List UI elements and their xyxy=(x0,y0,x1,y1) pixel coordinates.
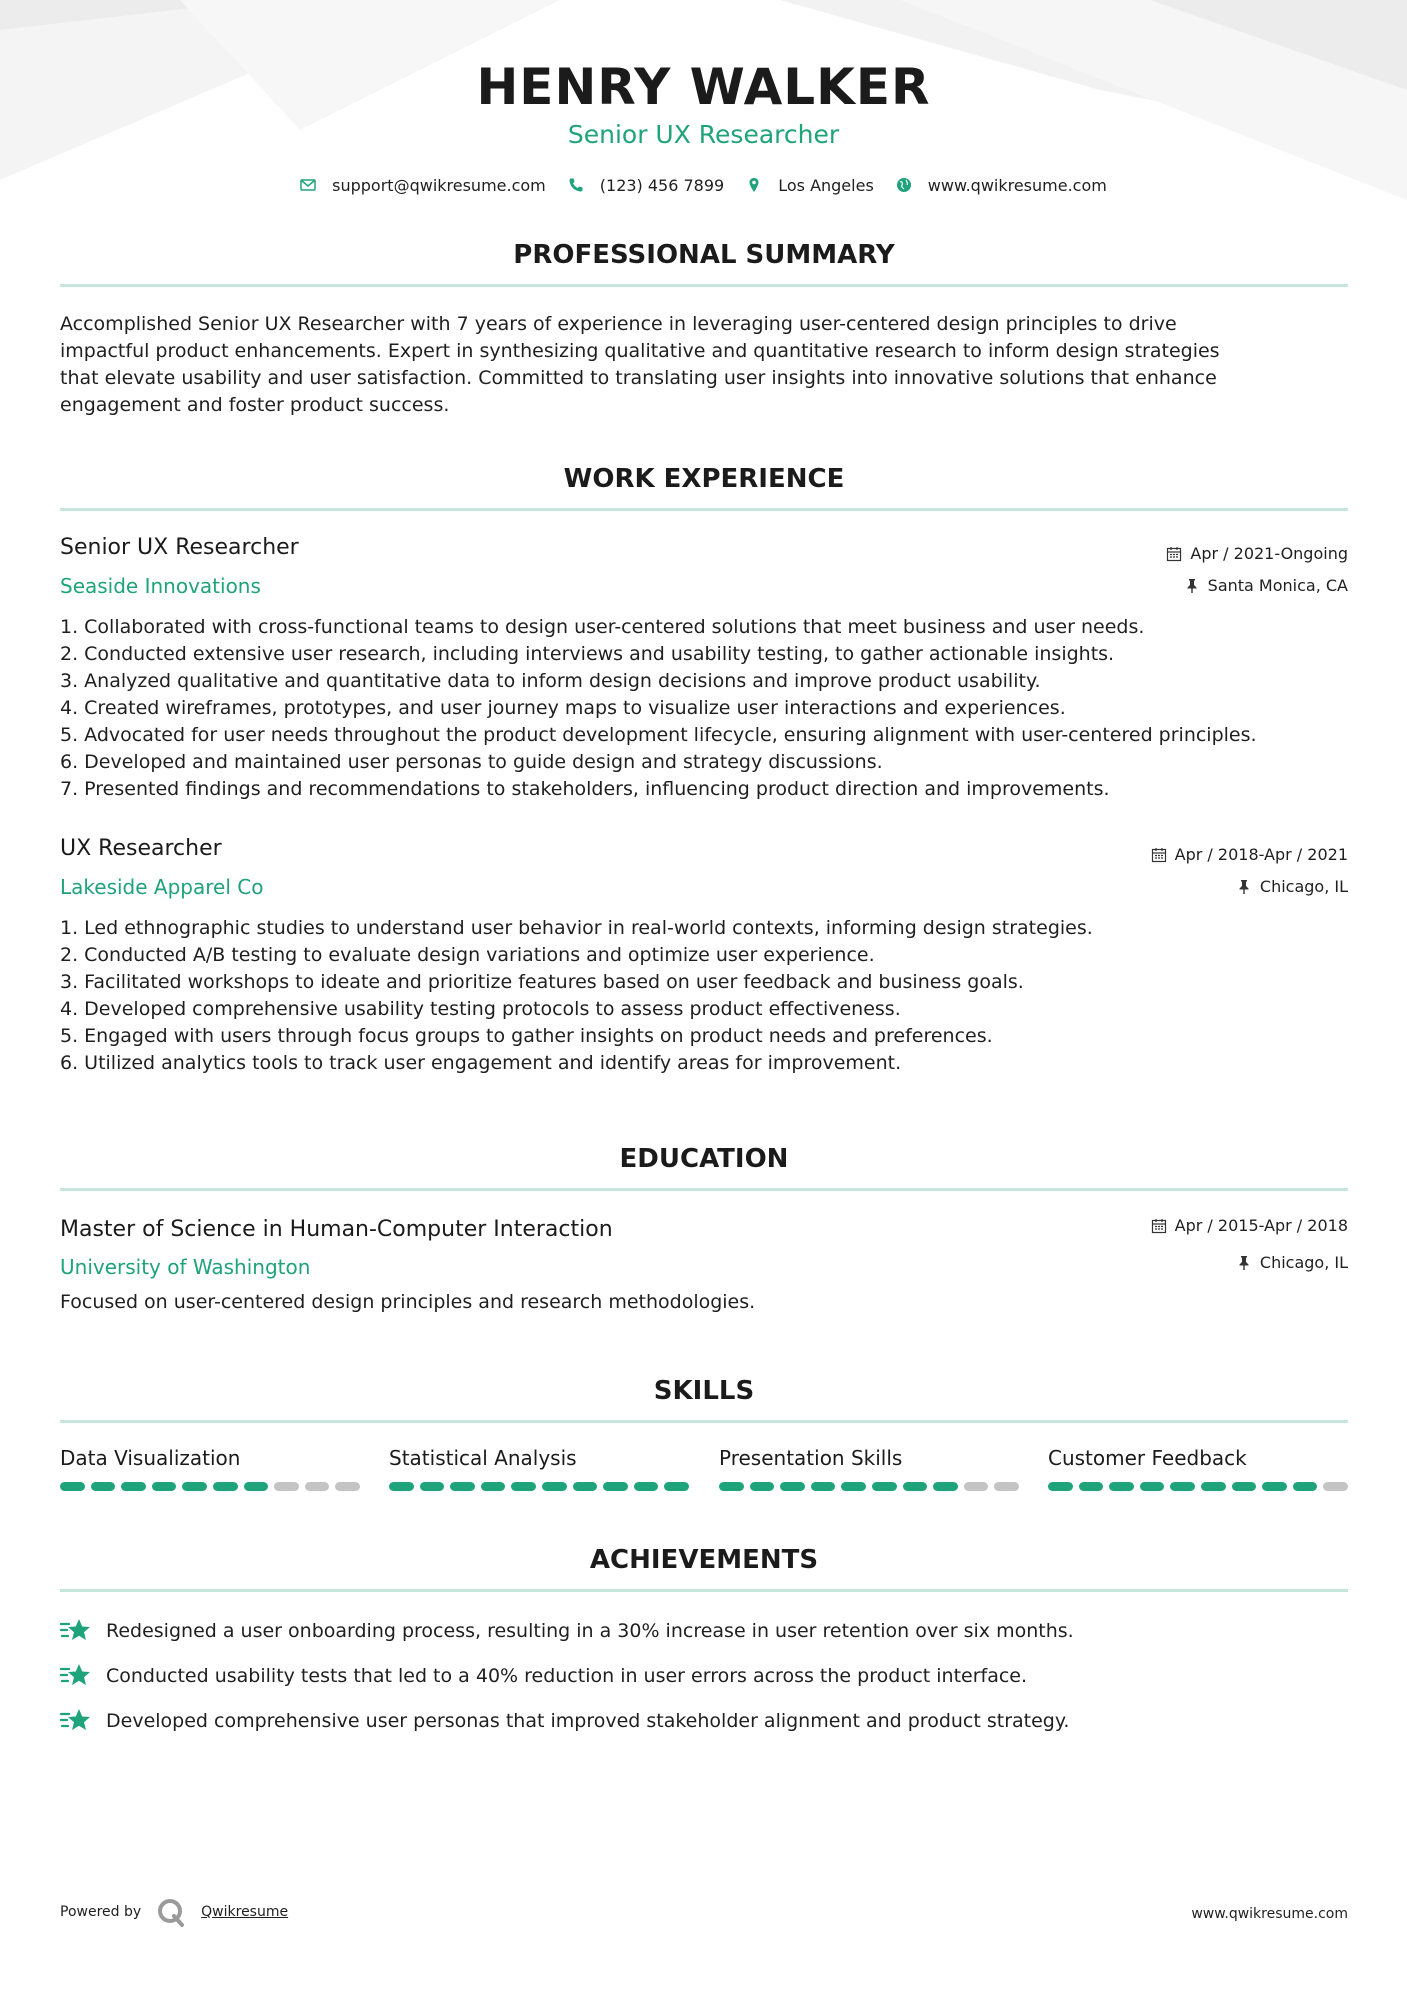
contact-email-text: support@qwikresume.com xyxy=(332,175,546,195)
summary-text xyxy=(60,311,1348,419)
summary-line: Accomplished Senior UX Researcher with 7 years of experience in leveraging user-centered design principles to drive xyxy=(60,313,1177,335)
section-title-experience: WORK EXPERIENCE xyxy=(563,464,845,494)
skill-segment-filled xyxy=(872,1482,897,1491)
section-divider xyxy=(60,1589,1348,1592)
skill-level-bar xyxy=(389,1482,689,1491)
section-title-education: EDUCATION xyxy=(619,1144,789,1174)
map-pin-icon xyxy=(746,177,762,193)
education-dates-text: Apr / 2015-Apr / 2018 xyxy=(1174,1216,1348,1235)
footer-powered-by xyxy=(60,1896,288,1928)
job-location-text: Santa Monica, CA xyxy=(1207,576,1348,595)
contact-website-text: www.qwikresume.com xyxy=(927,175,1107,195)
skill-segment-filled xyxy=(420,1482,445,1491)
qwikresume-link[interactable]: Qwikresume xyxy=(201,1904,289,1920)
education-dates xyxy=(1151,1216,1348,1235)
pushpin-icon xyxy=(1184,578,1200,594)
skill-segment-filled xyxy=(933,1482,958,1491)
skill-segment-filled xyxy=(1048,1482,1073,1491)
job-location xyxy=(1236,877,1348,896)
contact-website[interactable] xyxy=(896,176,1107,195)
footer-website[interactable]: www.qwikresume.com xyxy=(1191,1906,1348,1922)
section-divider xyxy=(60,1420,1348,1423)
skill-segment-filled xyxy=(1201,1482,1226,1491)
job-dates-text: Apr / 2018-Apr / 2021 xyxy=(1174,845,1348,864)
star-award-icon xyxy=(60,1661,92,1691)
job-bullet: 5. Advocated for user needs throughout the product development lifecycle, ensuring alignment with user-centered principles. xyxy=(60,724,1257,746)
powered-by-label: Powered by xyxy=(60,1904,142,1920)
skill-segment-filled xyxy=(1079,1482,1104,1491)
section-divider xyxy=(60,508,1348,511)
job-bullet: 3. Facilitated workshops to ideate and prioritize features based on user feedback and business goals. xyxy=(60,971,1024,993)
job-bullet: 7. Presented findings and recommendations to stakeholders, influencing product direction and improvements. xyxy=(60,778,1110,800)
job-dates xyxy=(1151,845,1348,864)
job-bullet: 6. Utilized analytics tools to track user engagement and identify areas for improvement. xyxy=(60,1052,902,1074)
contact-location-text: Los Angeles xyxy=(778,175,874,195)
contact-location xyxy=(746,176,874,195)
phone-icon xyxy=(568,177,584,193)
globe-icon xyxy=(896,177,912,193)
job-bullet: 5. Engaged with users through focus groups to gather insights on product needs and preferences. xyxy=(60,1025,993,1047)
skill-item xyxy=(1048,1446,1348,1491)
job-bullets xyxy=(60,614,1360,803)
skill-segment-filled xyxy=(841,1482,866,1491)
skill-level-bar xyxy=(719,1482,1019,1491)
skill-segment-filled xyxy=(60,1482,85,1491)
skill-segment-filled xyxy=(664,1482,689,1491)
skill-segment-filled xyxy=(1232,1482,1257,1491)
school-name: University of Washington xyxy=(60,1255,311,1279)
contact-phone-text: (123) 456 7899 xyxy=(599,175,725,195)
education-location-text: Chicago, IL xyxy=(1259,1253,1348,1272)
job-bullet: 3. Analyzed qualitative and quantitative data to inform design decisions and improve product usability. xyxy=(60,670,1041,692)
skill-name: Data Visualization xyxy=(60,1446,241,1470)
summary-line: engagement and foster product success. xyxy=(60,394,450,416)
section-title-skills: SKILLS xyxy=(653,1376,755,1406)
job-bullet: 2. Conducted A/B testing to evaluate design variations and optimize user experience. xyxy=(60,944,875,966)
skill-segment-filled xyxy=(1140,1482,1165,1491)
achievement-item xyxy=(60,1706,1069,1736)
candidate-role: Senior UX Researcher xyxy=(567,120,840,149)
job-bullet: 1. Collaborated with cross-functional teams to design user-centered solutions that meet business and user needs. xyxy=(60,616,1145,638)
skill-segment-filled xyxy=(603,1482,628,1491)
job-title: Senior UX Researcher xyxy=(60,535,299,560)
achievement-text: Developed comprehensive user personas that improved stakeholder alignment and product strategy. xyxy=(106,1710,1070,1732)
skill-segment-empty xyxy=(964,1482,989,1491)
star-award-icon xyxy=(60,1616,92,1646)
skill-segment-filled xyxy=(573,1482,598,1491)
skill-level-bar xyxy=(60,1482,360,1491)
skill-item xyxy=(389,1446,689,1491)
skill-segment-filled xyxy=(1170,1482,1195,1491)
skill-segment-filled xyxy=(91,1482,116,1491)
degree-title: Master of Science in Human-Computer Interaction xyxy=(60,1217,613,1242)
skill-segment-filled xyxy=(389,1482,414,1491)
job-bullet: 6. Developed and maintained user personas to guide design and strategy discussions. xyxy=(60,751,883,773)
calendar-icon xyxy=(1151,847,1167,863)
job-location-text: Chicago, IL xyxy=(1259,877,1348,896)
achievement-text: Redesigned a user onboarding process, resulting in a 30% increase in user retention over six months. xyxy=(106,1620,1074,1642)
achievement-item xyxy=(60,1661,1027,1691)
skill-segment-empty xyxy=(994,1482,1019,1491)
job-bullet: 4. Created wireframes, prototypes, and user journey maps to visualize user interactions and experiences. xyxy=(60,697,1066,719)
company-name: Lakeside Apparel Co xyxy=(60,875,264,899)
section-title-summary: PROFESSIONAL SUMMARY xyxy=(513,240,895,270)
summary-line: impactful product enhancements. Expert in synthesizing qualitative and quantitative research to inform design strategies xyxy=(60,340,1220,362)
envelope-icon xyxy=(300,177,316,193)
calendar-icon xyxy=(1166,546,1182,562)
skill-segment-filled xyxy=(511,1482,536,1491)
skill-segment-empty xyxy=(335,1482,360,1491)
achievement-item xyxy=(60,1616,1074,1646)
skill-segment-filled xyxy=(152,1482,177,1491)
skill-segment-filled xyxy=(903,1482,928,1491)
job-bullet: 4. Developed comprehensive usability testing protocols to assess product effectiveness. xyxy=(60,998,901,1020)
job-title: UX Researcher xyxy=(60,836,222,861)
skill-segment-filled xyxy=(1262,1482,1287,1491)
contact-phone[interactable] xyxy=(568,176,724,195)
achievement-text: Conducted usability tests that led to a 40% reduction in user errors across the product interface. xyxy=(106,1665,1028,1687)
qwikresume-logo-icon xyxy=(155,1896,187,1928)
skill-segment-filled xyxy=(1109,1482,1134,1491)
skill-name: Presentation Skills xyxy=(719,1446,903,1470)
education-location xyxy=(1236,1253,1348,1272)
skill-segment-filled xyxy=(780,1482,805,1491)
skill-segment-filled xyxy=(121,1482,146,1491)
job-dates-text: Apr / 2021-Ongoing xyxy=(1190,544,1348,563)
skill-segment-empty xyxy=(305,1482,330,1491)
section-title-achievements: ACHIEVEMENTS xyxy=(589,1545,819,1575)
skill-segment-filled xyxy=(750,1482,775,1491)
job-dates xyxy=(1166,544,1348,563)
skill-item xyxy=(719,1446,1019,1491)
skill-segment-filled xyxy=(481,1482,506,1491)
skill-segment-filled xyxy=(542,1482,567,1491)
skill-segment-filled xyxy=(244,1482,269,1491)
skill-segment-filled xyxy=(182,1482,207,1491)
skill-segment-empty xyxy=(274,1482,299,1491)
skill-segment-filled xyxy=(811,1482,836,1491)
skill-name: Statistical Analysis xyxy=(389,1446,577,1470)
candidate-name: HENRY WALKER xyxy=(476,58,931,116)
skill-segment-empty xyxy=(1323,1482,1348,1491)
section-divider xyxy=(60,1188,1348,1191)
skill-name: Customer Feedback xyxy=(1048,1446,1247,1470)
summary-line: that elevate usability and user satisfaction. Committed to translating user insights into innovative solutions that enhance xyxy=(60,367,1217,389)
job-location xyxy=(1184,576,1348,595)
job-bullets xyxy=(60,915,1360,1077)
company-name: Seaside Innovations xyxy=(60,574,261,598)
skill-level-bar xyxy=(1048,1482,1348,1491)
pushpin-icon xyxy=(1236,879,1252,895)
skill-item xyxy=(60,1446,360,1491)
skill-segment-filled xyxy=(450,1482,475,1491)
job-bullet: 2. Conducted extensive user research, including interviews and usability testing, to gather actionable insights. xyxy=(60,643,1115,665)
job-bullet: 1. Led ethnographic studies to understand user behavior in real-world contexts, informing design strategies. xyxy=(60,917,1093,939)
calendar-icon xyxy=(1151,1218,1167,1234)
skill-segment-filled xyxy=(634,1482,659,1491)
section-divider xyxy=(60,284,1348,287)
star-award-icon xyxy=(60,1706,92,1736)
pushpin-icon xyxy=(1236,1255,1252,1271)
contact-bar xyxy=(0,172,1407,198)
skill-segment-filled xyxy=(1293,1482,1318,1491)
skill-segment-filled xyxy=(213,1482,238,1491)
education-description: Focused on user-centered design principles and research methodologies. xyxy=(60,1291,756,1313)
contact-email[interactable] xyxy=(300,176,546,195)
skill-segment-filled xyxy=(719,1482,744,1491)
